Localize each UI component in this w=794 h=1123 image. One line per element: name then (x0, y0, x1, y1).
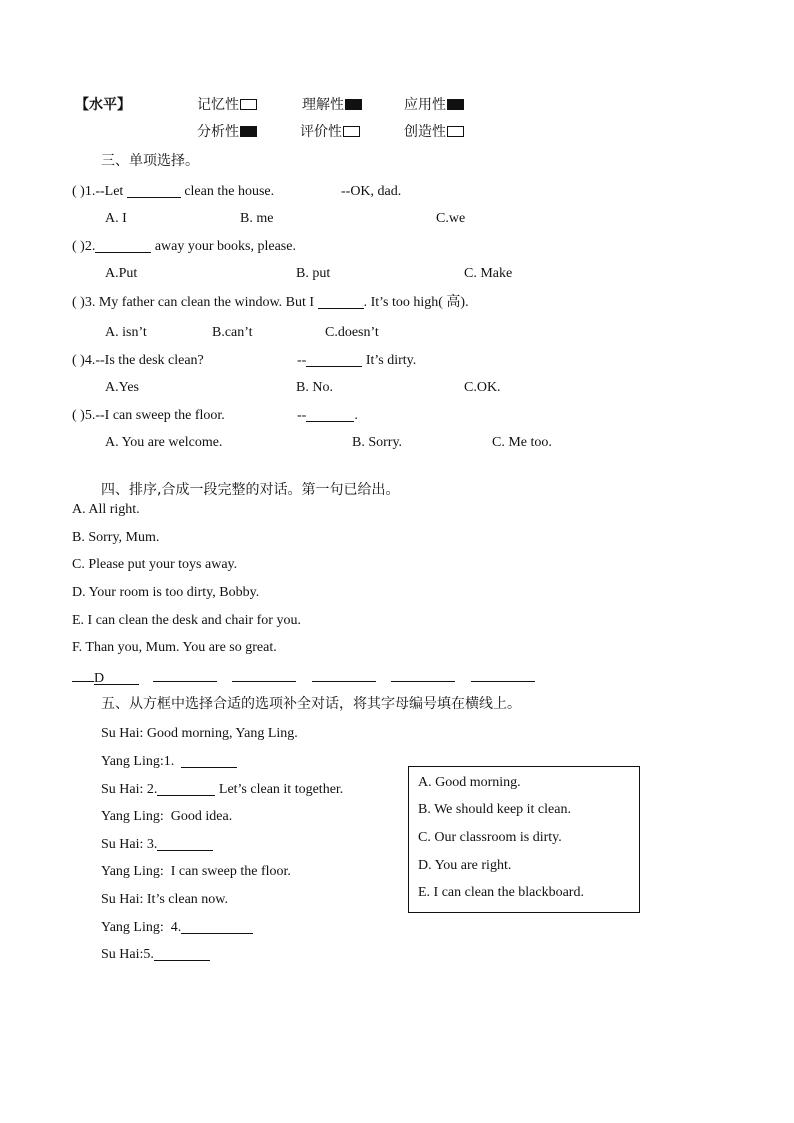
option: B.can’t (212, 325, 253, 340)
answer-blank[interactable] (318, 294, 364, 309)
answer-blank[interactable] (312, 667, 376, 682)
level-item-analysis: 分析性 (197, 123, 257, 141)
option: A. I (105, 211, 127, 226)
question-3: ( )3. My father can clean the window. But I . It’s too high( 高). (72, 295, 469, 310)
option: B. put (296, 266, 331, 281)
answer-blank[interactable] (72, 667, 94, 682)
option: A.Put (105, 266, 138, 281)
question-1: ( )1.--Let clean the house. (72, 184, 275, 199)
section3-title: 三、单项选择。 (101, 153, 199, 169)
box-option: D. You are right. (418, 858, 512, 873)
dialogue-line: Su Hai: Good morning, Yang Ling. (101, 726, 298, 741)
option: B. No. (296, 380, 333, 395)
option: C.we (436, 211, 466, 226)
option: B. Sorry. (352, 435, 403, 450)
section5-title: 五、从方框中选择合适的选项补全对话，将其字母编号填在横线上。 (101, 696, 521, 712)
question-4-reply: -- It’s dirty. (297, 353, 417, 368)
answer-blank-filled[interactable]: D (94, 670, 139, 685)
question-4: ( )4.--Is the desk clean? (72, 353, 204, 368)
answer-blank[interactable] (127, 183, 181, 198)
answer-blank[interactable] (153, 667, 217, 682)
option: C.doesn’t (325, 325, 379, 340)
checkbox-filled-icon (240, 126, 257, 137)
dialogue-line: Su Hai:5. (101, 946, 210, 964)
answer-blank[interactable] (471, 667, 535, 682)
sentence: C. Please put your toys away. (72, 557, 238, 572)
level-item-application: 应用性 (404, 96, 464, 114)
box-option: C. Our classroom is dirty. (418, 830, 562, 845)
level-label: 【水平】 (75, 97, 131, 113)
question-1-reply: --OK, dad. (341, 184, 402, 199)
dialogue-line: Yang Ling: 4. (101, 919, 253, 937)
answer-blank[interactable] (181, 753, 237, 768)
sentence: E. I can clean the desk and chair for you. (72, 613, 301, 628)
option: C.OK. (464, 380, 501, 395)
option: A. isn’t (105, 325, 147, 340)
answer-blank[interactable] (154, 946, 210, 961)
question-5-reply: -- . (297, 408, 358, 423)
option: B. me (240, 211, 274, 226)
sentence: D. Your room is too dirty, Bobby. (72, 585, 260, 600)
section4-title: 四、排序,合成一段完整的对话。第一句已给出。 (101, 482, 400, 498)
level-item-evaluation: 评价性 (300, 123, 360, 141)
dialogue-line: Yang Ling: I can sweep the floor. (101, 864, 291, 879)
box-option: A. Good morning. (418, 775, 521, 790)
answer-blank[interactable] (95, 238, 151, 253)
checkbox-empty-icon (447, 126, 464, 137)
answer-blank[interactable] (306, 352, 362, 367)
sentence: A. All right. (72, 502, 140, 517)
level-item-memory: 记忆性 (197, 96, 257, 114)
level-item-understanding: 理解性 (302, 96, 362, 114)
answer-blank[interactable] (306, 407, 354, 422)
dialogue-line: Yang Ling: Good idea. (101, 809, 233, 824)
checkbox-filled-icon (345, 99, 362, 110)
question-2: ( )2. away your books, please. (72, 239, 296, 254)
dialogue-line: Su Hai: 3. (101, 836, 213, 854)
dialogue-line: Yang Ling:1. (101, 753, 237, 771)
box-option: B. We should keep it clean. (418, 802, 571, 817)
option: A.Yes (105, 380, 139, 395)
option: C. Me too. (492, 435, 552, 450)
order-answer-row (72, 667, 535, 685)
sentence: B. Sorry, Mum. (72, 530, 160, 545)
checkbox-empty-icon (343, 126, 360, 137)
option: A. You are welcome. (105, 435, 223, 450)
level-item-creation: 创造性 (404, 123, 464, 141)
options-box (408, 766, 640, 913)
answer-blank[interactable] (181, 919, 253, 934)
box-option: E. I can clean the blackboard. (418, 885, 584, 900)
dialogue-line: Su Hai: It’s clean now. (101, 892, 229, 907)
answer-blank[interactable] (391, 667, 455, 682)
sentence: F. Than you, Mum. You are so great. (72, 640, 277, 655)
answer-blank[interactable] (157, 836, 213, 851)
answer-blank[interactable] (157, 781, 215, 796)
option: C. Make (464, 266, 513, 281)
question-5: ( )5.--I can sweep the floor. (72, 408, 225, 423)
checkbox-empty-icon (240, 99, 257, 110)
dialogue-line: Su Hai: 2. Let’s clean it together. (101, 782, 344, 797)
answer-blank[interactable] (232, 667, 296, 682)
checkbox-filled-icon (447, 99, 464, 110)
